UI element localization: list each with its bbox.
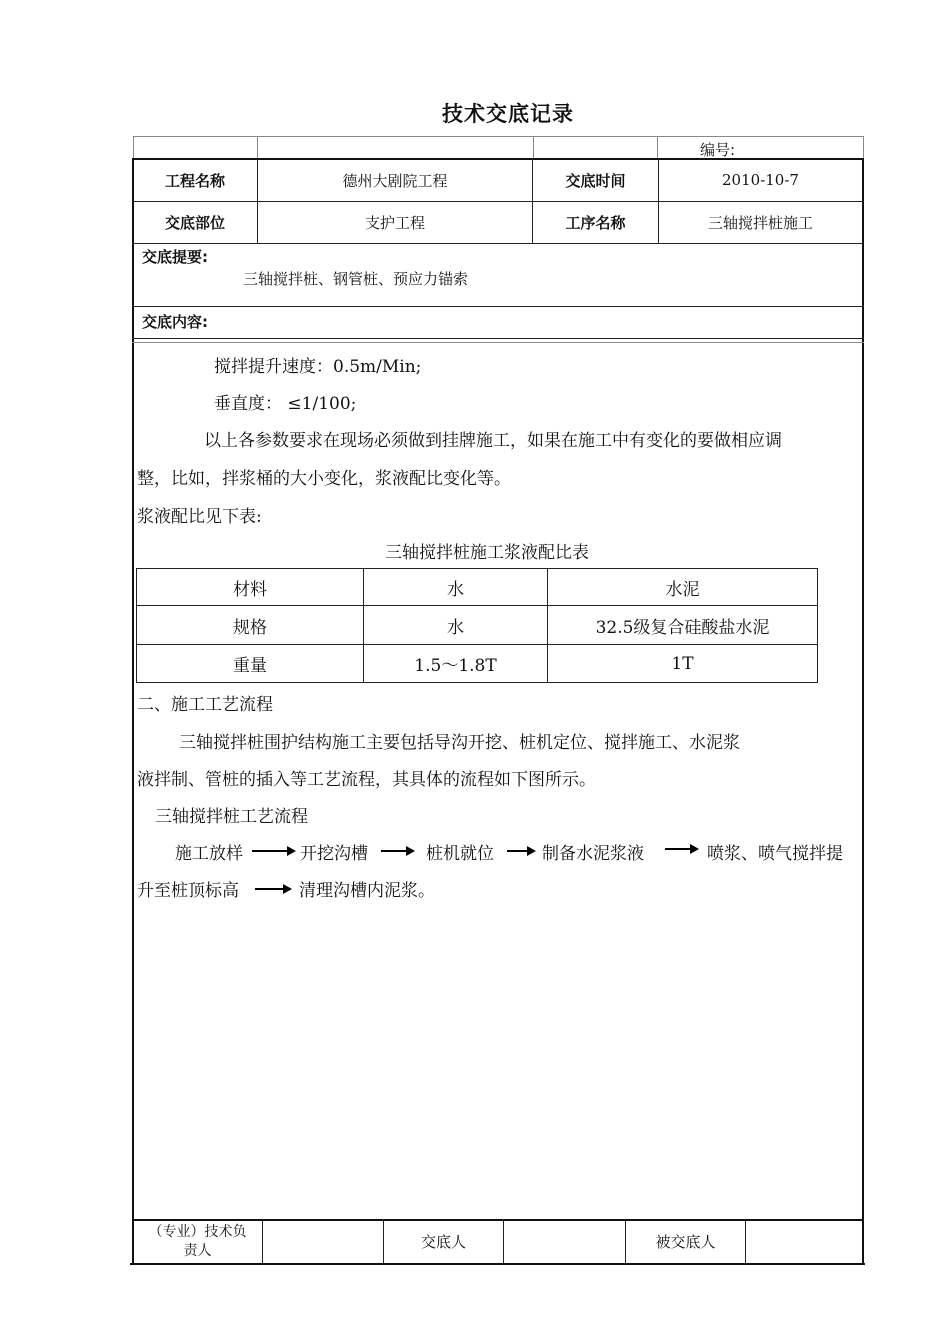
table-border (657, 136, 658, 158)
table-cell: 规格 (233, 617, 267, 638)
tech-lead-label-line: （专业）技术负 (148, 1223, 247, 1240)
flow-step: 升至桩顶标高 (137, 881, 239, 901)
table-border (817, 568, 818, 682)
paragraph-line: 三轴搅拌桩围护结构施工主要包括导沟开挖、桩机定位、搅拌施工、水泥浆 (179, 733, 740, 753)
paragraph-line: 液拌制、管桩的插入等工艺流程，其具体的流程如下图所示。 (137, 770, 596, 790)
arrow-right-icon (252, 850, 294, 852)
table-border (132, 243, 864, 244)
verticality-text: 垂直度： ≤1/100; (214, 394, 357, 414)
date-label: 交底时间 (565, 171, 626, 190)
table-border (132, 342, 864, 343)
paragraph-line: 整，比如，拌浆桶的大小变化，浆液配比变化等。 (137, 469, 511, 489)
table-border (132, 338, 864, 339)
flow-step: 喷浆、喷气搅拌提 (707, 844, 843, 864)
table-border (257, 136, 258, 158)
table-border (262, 1219, 263, 1263)
table-border (130, 1263, 865, 1265)
project-name-value: 德州大剧院工程 (342, 171, 448, 190)
date-value: 2010-10-7 (722, 171, 799, 189)
table-border (533, 136, 534, 158)
table-cell: 重量 (233, 656, 267, 676)
receiver-label: 被交底人 (655, 1233, 716, 1251)
table-border (132, 306, 864, 307)
table-border (503, 1219, 504, 1263)
tech-lead-label (133, 1220, 262, 1263)
tech-lead-label-line: 责人 (183, 1242, 212, 1259)
table-border (745, 1219, 746, 1263)
flow-step: 桩机就位 (426, 844, 494, 864)
table-cell: 材料 (233, 579, 267, 600)
discloser-label: 交底人 (420, 1233, 466, 1251)
table-border (136, 682, 818, 683)
table-cell: 水 (447, 579, 464, 600)
section-heading: 二、施工工艺流程 (137, 695, 273, 715)
ratio-intro-text: 浆液配比见下表: (137, 507, 262, 527)
ratio-table-title: 三轴搅拌桩施工浆液配比表 (385, 543, 589, 563)
process-label: 工序名称 (565, 214, 626, 232)
page-title: 技术交底记录 (442, 102, 574, 126)
table-cell: 1.5～1.8T (414, 656, 497, 676)
table-border (863, 136, 864, 158)
flow-step: 开挖沟槽 (300, 844, 368, 864)
table-border (132, 158, 134, 1264)
table-cell: 1T (671, 653, 694, 674)
table-border (133, 136, 134, 158)
flow-step: 清理沟槽内泥浆。 (299, 881, 435, 901)
paragraph-line: 以上各参数要求在现场必须做到挂牌施工，如果在施工中有变化的要做相应调 (204, 431, 782, 451)
table-cell: 水 (447, 617, 464, 638)
speed-text: 搅拌提升速度：0.5m/Min; (214, 357, 422, 377)
table-border (133, 136, 864, 137)
process-value: 三轴搅拌桩施工 (707, 214, 813, 232)
arrow-right-icon (665, 848, 697, 850)
project-name-label: 工程名称 (164, 171, 225, 190)
serial-label: 编号: (700, 141, 736, 159)
arrow-right-icon (507, 850, 534, 852)
flow-step: 制备水泥浆液 (542, 844, 644, 864)
table-cell: 32.5级复合硅酸盐水泥 (595, 617, 770, 638)
part-value: 支护工程 (364, 214, 425, 232)
flow-step: 施工放样 (175, 844, 243, 864)
table-cell: 水泥 (665, 579, 700, 600)
arrow-right-icon (255, 888, 290, 890)
part-label: 交底部位 (164, 214, 225, 232)
summary-label: 交底提要: (142, 248, 208, 266)
arrow-right-icon (381, 850, 413, 852)
summary-text: 三轴搅拌桩、钢管桩、预应力锚索 (243, 270, 469, 288)
table-border (862, 158, 864, 1264)
content-label: 交底内容: (142, 313, 208, 331)
flow-title: 三轴搅拌桩工艺流程 (155, 807, 308, 827)
